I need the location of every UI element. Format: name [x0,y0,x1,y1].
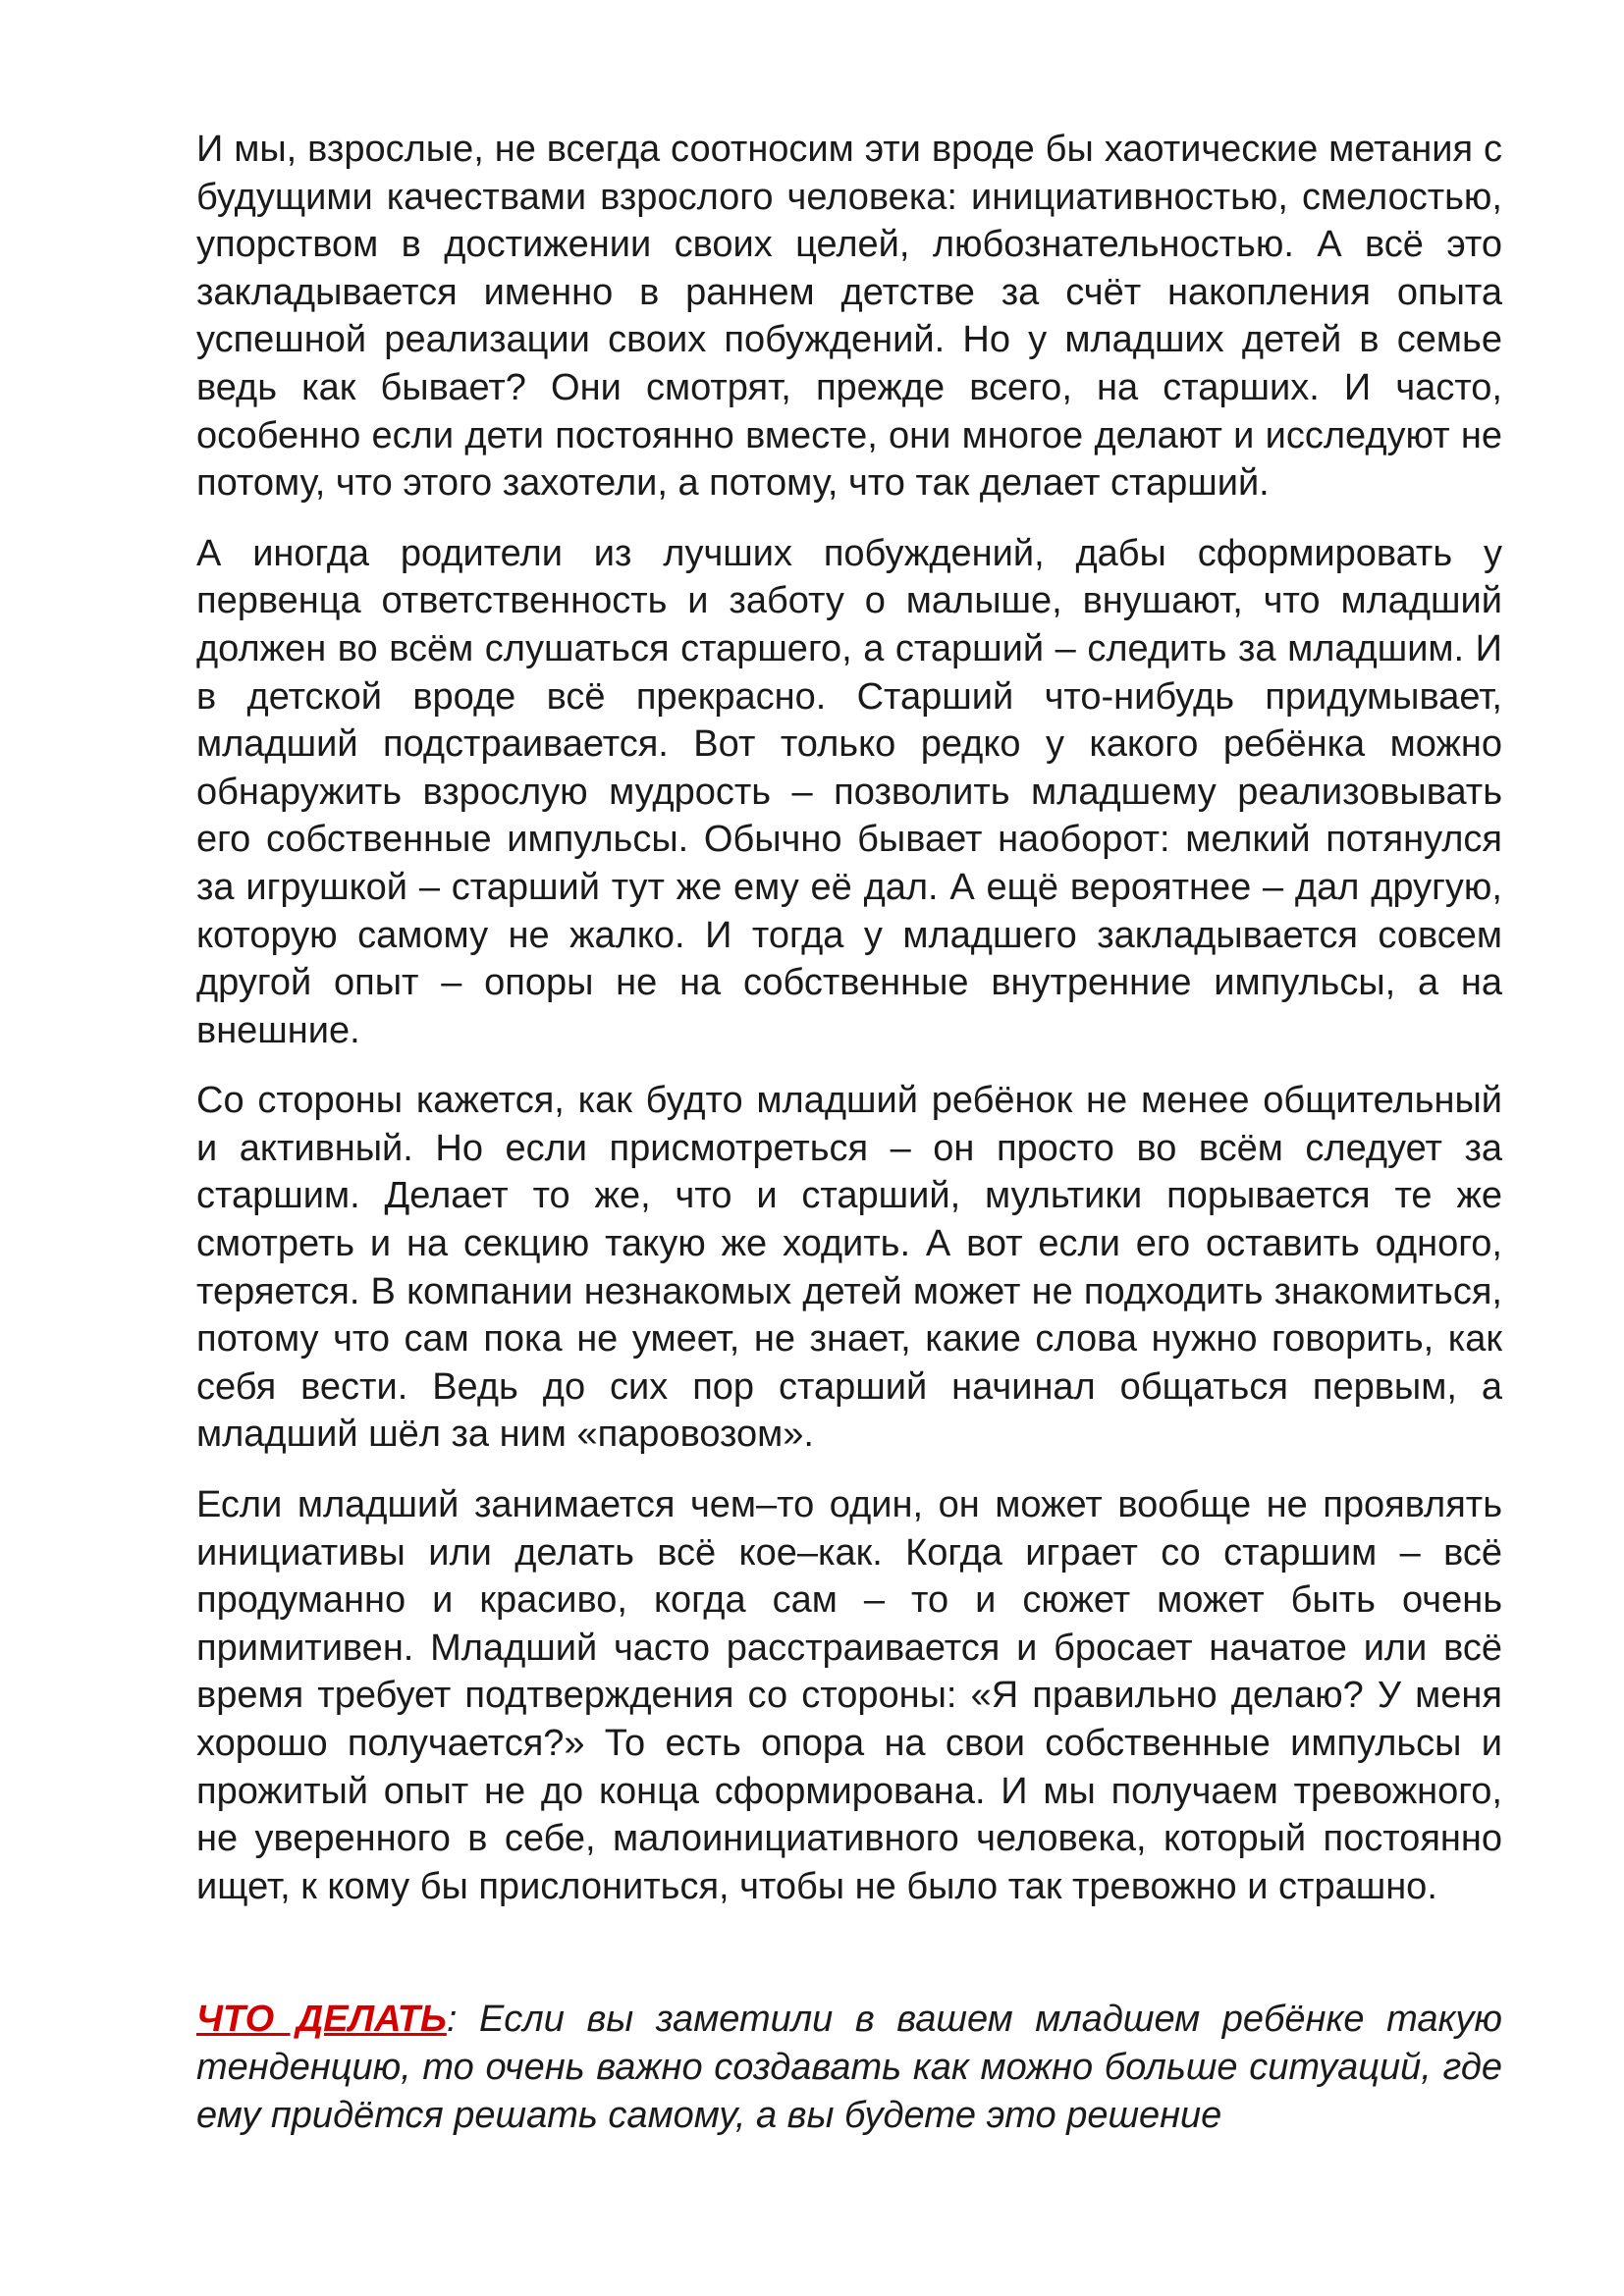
paragraph-3: Со стороны кажется, как будто младший ребёнок не менее общительный и активный. Но если присмотреться – он просто во всём следует за старшим. Делает то же, что и старший, мультики порывается те же смотреть и на секцию такую же ходить. А вот если его оставить одного, теряется. В компании незнакомых детей может не подходить знакомиться, потому что сам пока не умеет, не знает, какие слова нужно говорить, как себя вести. Ведь до сих пор старший начинал общаться первым, а младший шёл за ним «паровозом». [196,1080,1502,1456]
callout-colon: : [446,1999,458,2041]
callout-text: Если вы заметили в вашем младшем ребёнке такую тенденцию, то очень важно создавать как можно больше ситуаций, где ему придётся решать самому, а вы будете это решение [196,1999,1502,2136]
paragraph-1: И мы, взрослые, не всегда соотносим эти вроде бы хаотические метания с будущими качествами взрослого человека: инициативностью, смелостью, упорством в достижении своих целей, любознательностью. А всё это закладывается именно в раннем детстве за счёт накопления опыта успешной реализации своих побуждений. Но у младших детей в семье ведь как бывает? Они смотрят, прежде всего, на старших. И часто, особенно если дети постоянно вместе, они многое делают и исследуют не потому, что этого захотели, а потому, что так делает старший. [196,129,1502,505]
what-to-do-label: ЧТО ДЕЛАТЬ [196,1999,447,2041]
what-to-do-callout [196,1996,1502,2139]
section-spacer [196,1933,1502,1996]
paragraph-4: Если младший занимается чем–то один, он может вообще не проявлять инициативы или делать всё кое–как. Когда играет со старшим – всё продуманно и красиво, когда сам – то и сюжет может быть очень примитивен. Младший часто расстраивается и бросает начатое или всё время требует подтверждения со стороны: «Я правильно делаю? У меня хорошо получается?» То есть опора на свои собственные импульсы и прожитый опыт не до конца сформирована. И мы получаем тревожного, не уверенного в себе, малоинициативного человека, который постоянно ищет, к кому бы прислониться, чтобы не было так тревожно и страшно. [196,1484,1502,1907]
paragraph-2: А иногда родители из лучших побуждений, дабы сформировать у первенца ответственность и заботу о малыше, внушают, что младший должен во всём слушаться старшего, а старший – следить за младшим. И в детской вроде всё прекрасно. Старший что-нибудь придумывает, младший подстраивается. Вот только редко у какого ребёнка можно обнаружить взрослую мудрость – позволить младшему реализовывать его собственные импульсы. Обычно бывает наоборот: мелкий потянулся за игрушкой – старший тут же ему её дал. А ещё вероятнее – дал другую, которую самому не жалко. И тогда у младшего закладывается совсем другой опыт – опоры не на собственные внутренние импульсы, а на внешние. [196,532,1502,1051]
document-body [196,126,1502,2139]
